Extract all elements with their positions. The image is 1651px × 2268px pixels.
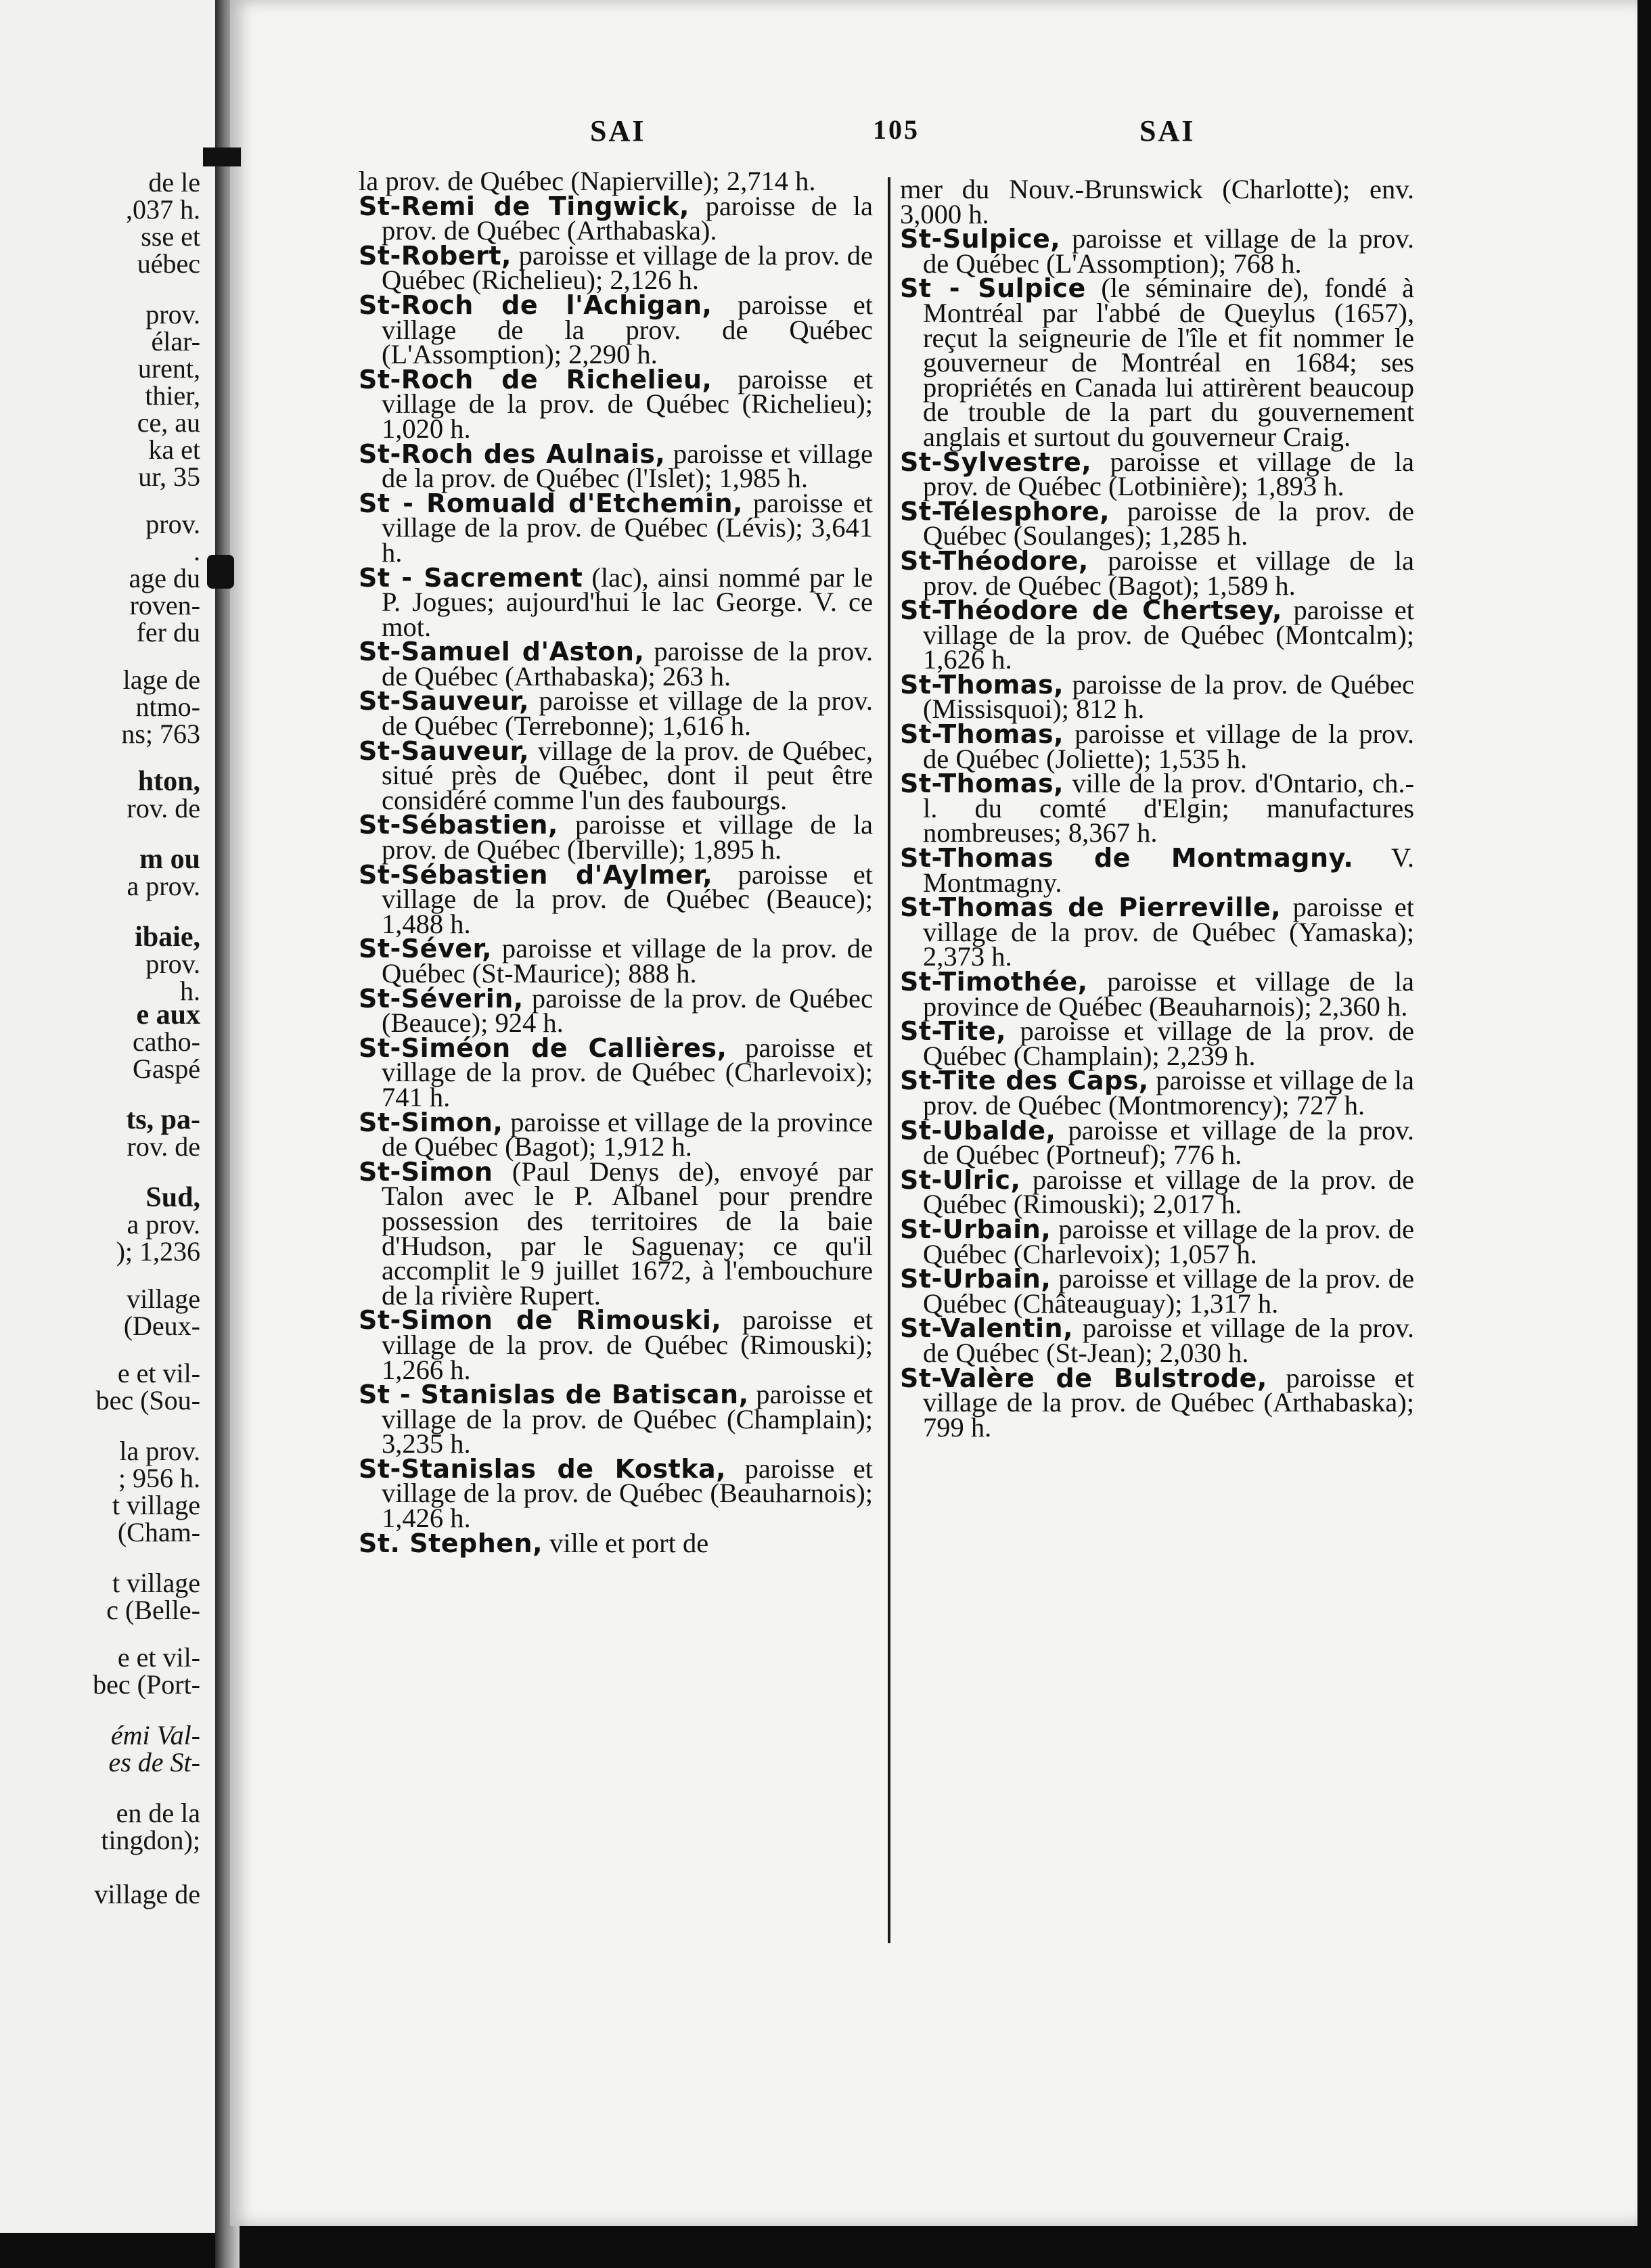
dictionary-entry xyxy=(359,809,873,865)
entry-headword: St-Thomas, xyxy=(900,769,1064,799)
entry-headword: St-Roch des Aulnais, xyxy=(359,438,666,469)
facing-page-text: bec (Sou- xyxy=(95,1385,200,1415)
dictionary-entry xyxy=(900,768,1414,848)
dictionary-entry xyxy=(900,1065,1414,1120)
entry-definition: paroisse et village de la prov. de Québec (St-Jean); 2,030 h. xyxy=(923,1313,1414,1368)
facing-page-text: Sud, xyxy=(145,1182,200,1213)
page-marker-mid xyxy=(207,555,234,589)
facing-page-text: roven- xyxy=(129,590,200,620)
entry-definition: paroisse et village de la prov. de Québec (Lotbinière); 1,893 h. xyxy=(923,446,1414,502)
entry-headword: St - Romuald d'Etchemin, xyxy=(359,488,743,518)
dictionary-entry xyxy=(359,1379,873,1459)
entry-headword: St-Sébastien d'Aylmer, xyxy=(359,859,713,890)
facing-page-text: rov. de xyxy=(127,793,200,823)
page-number: 105 xyxy=(873,114,920,145)
entry-headword: St-Remi de Tingwick, xyxy=(359,191,689,221)
entry-headword: St-Télesphore, xyxy=(900,496,1110,526)
entry-headword: St-Thomas, xyxy=(900,669,1064,700)
entry-definition: paroisse et village de la prov. de Québec (Yamaska); 2,373 h. xyxy=(923,892,1414,972)
entry-definition: (Paul Denys de), envoyé par Talon avec le P. Albanel pour prendre possession des territoires de la baie d'Hudson, par le Saguenay; ce qu'il accomplit le 9 juillet 1672, à l'embouchure de la rivière Rupert. xyxy=(382,1156,873,1311)
facing-page-text: uébec xyxy=(137,248,200,279)
entry-headword: St-Séverin, xyxy=(359,983,524,1014)
dictionary-entry xyxy=(900,966,1414,1022)
facing-page-text: émi Val- xyxy=(110,1720,200,1750)
entry-definition: paroisse et village de la prov. de Québec (Portneuf); 776 h. xyxy=(923,1114,1414,1171)
facing-page-text: catho- xyxy=(133,1026,200,1057)
facing-page-text: ; 956 h. xyxy=(118,1463,200,1493)
entry-definition: paroisse et village de la prov. de Québec (Charlevoix); 1,057 h. xyxy=(923,1213,1414,1269)
entry-definition: paroisse et village de la prov. de Québec (Champlain); 3,235 h. xyxy=(382,1379,873,1459)
facing-page-text: ts, pa- xyxy=(126,1104,200,1135)
facing-page-text: lage de xyxy=(122,664,200,695)
entry-headword: St-Tite des Caps, xyxy=(900,1066,1149,1096)
dictionary-entry xyxy=(900,1213,1414,1269)
entry-headword: St-Valère de Bulstrode, xyxy=(900,1363,1267,1393)
dictionary-entry xyxy=(900,273,1414,452)
facing-page-text: bec (Port- xyxy=(93,1669,200,1700)
entry-definition: paroisse et village de la prov. de Québec (Lévis); 3,641 h. xyxy=(382,487,873,568)
facing-page-text: a prov. xyxy=(127,871,200,901)
running-head-right: SAI xyxy=(1139,114,1196,148)
facing-page-text: de le xyxy=(148,167,200,198)
dictionary-entry xyxy=(900,668,1414,725)
entry-headword: St-Simon, xyxy=(359,1107,503,1137)
facing-page-text: (Cham- xyxy=(117,1517,200,1547)
entry-definition: mer du Nouv.-Brunswick (Charlotte); env. 3,000 h. xyxy=(900,174,1414,229)
entry-headword: St-Simon de Rimouski, xyxy=(359,1305,722,1336)
dictionary-entry xyxy=(900,1362,1414,1443)
dictionary-entry xyxy=(900,545,1414,601)
entry-definition: paroisse et village de la prov. de Québec (Arthabaska); 799 h. xyxy=(923,1362,1414,1443)
entry-definition: paroisse de la prov. de Québec (Arthabaska). xyxy=(382,190,873,246)
facing-page-text: tingdon); xyxy=(101,1825,200,1855)
dictionary-entry xyxy=(900,1164,1414,1220)
running-head-left: SAI xyxy=(590,114,646,148)
entry-headword: St-Simon xyxy=(359,1156,493,1187)
dictionary-entry xyxy=(359,1305,873,1385)
entry-definition: ville et port de xyxy=(543,1527,709,1558)
facing-page-text: h. xyxy=(180,976,200,1006)
dictionary-entry xyxy=(359,438,873,494)
entry-headword: St-Tite, xyxy=(900,1016,1007,1047)
dictionary-entry xyxy=(359,685,873,742)
entry-definition: paroisse et village de la prov. de Québec (l'Islet); 1,985 h. xyxy=(382,438,873,494)
dictionary-entry xyxy=(359,859,873,939)
facing-page-text: village xyxy=(127,1284,200,1314)
entry-definition: paroisse et village de la prov. de Québec (Beauce); 1,488 h. xyxy=(382,859,873,939)
dictionary-entry xyxy=(900,719,1414,774)
dictionary-entry xyxy=(359,363,873,444)
entry-definition: paroisse et village de la province de Québec (Beauharnois); 2,360 h. xyxy=(923,966,1414,1022)
dictionary-entry xyxy=(359,1156,873,1311)
dictionary-entry xyxy=(359,933,873,989)
dictionary-entry xyxy=(359,735,873,815)
entry-definition: paroisse et village de la prov. de Québec (Rimouski); 2,017 h. xyxy=(923,1164,1414,1220)
entry-definition: paroisse et village de la prov. de Québec (Iberville); 1,895 h. xyxy=(382,809,873,865)
dictionary-entry xyxy=(900,495,1414,551)
dictionary-entry xyxy=(900,174,1414,229)
dictionary-entry xyxy=(359,1106,873,1162)
entry-definition: paroisse et village de la prov. de Québec (Joliette); 1,535 h. xyxy=(923,719,1414,774)
entry-definition: paroisse et village de la prov. de Québec (L'Assomption); 768 h. xyxy=(923,223,1414,279)
entry-headword: St-Urbain, xyxy=(900,1264,1051,1294)
dictionary-entry xyxy=(900,842,1414,898)
entry-definition: paroisse et village de la prov. de Québec (Champlain); 2,239 h. xyxy=(923,1016,1414,1071)
facing-page-text: t village xyxy=(112,1568,200,1598)
facing-page-text: hton, xyxy=(137,766,200,797)
facing-page-text: e et vil- xyxy=(117,1358,200,1388)
entry-headword: St-Théodore, xyxy=(900,545,1089,576)
dictionary-entry xyxy=(359,982,873,1039)
entry-definition: paroisse et village de la prov. de Québec (Bagot); 1,589 h. xyxy=(923,545,1414,601)
dictionary-entry xyxy=(900,1114,1414,1171)
facing-page-text: (Deux- xyxy=(123,1311,200,1341)
dictionary-entry xyxy=(900,446,1414,502)
facing-page-text: ns; 763 xyxy=(121,719,200,749)
column-rule xyxy=(888,177,890,1943)
entry-headword: St - Sacrement xyxy=(359,562,583,593)
entry-headword: St-Urbain, xyxy=(900,1214,1051,1244)
facing-page-text: e aux xyxy=(136,999,200,1030)
facing-page-text: ka et xyxy=(148,434,200,465)
dictionary-entry xyxy=(359,636,873,691)
entry-definition: paroisse et village de la prov. de Québec (Montmorency); 727 h. xyxy=(923,1065,1414,1120)
entry-definition: paroisse et village de la prov. de Québec (Rimouski); 1,266 h. xyxy=(382,1305,873,1385)
facing-page-text: prov. xyxy=(145,509,200,539)
dictionary-entry xyxy=(900,1016,1414,1071)
facing-page-text: ce, au xyxy=(137,407,200,438)
entry-headword: St - Sulpice xyxy=(900,273,1086,304)
entry-definition: paroisse et village de la prov. de Québec (St-Maurice); 888 h. xyxy=(382,933,873,989)
entry-headword: St-Robert, xyxy=(359,240,512,271)
facing-page-text: ur, 35 xyxy=(138,461,200,492)
entry-definition: paroisse et village de la prov. de Québec (Terrebonne); 1,616 h. xyxy=(382,685,873,742)
entry-headword: St. Stephen, xyxy=(359,1528,543,1558)
entry-headword: St-Sauveur, xyxy=(359,735,530,766)
facing-page-text: ,037 h. xyxy=(126,194,200,225)
entry-headword: St-Ulric, xyxy=(900,1164,1021,1195)
page-marker-top xyxy=(203,148,241,166)
dictionary-entry xyxy=(359,1527,873,1558)
dictionary-entry xyxy=(359,487,873,568)
facing-page-text: élar- xyxy=(151,326,200,357)
entry-headword: St-Sylvestre, xyxy=(900,447,1092,477)
entry-definition: paroisse de la prov. de Québec (Beauce); 924 h. xyxy=(382,982,873,1039)
entry-definition: V. Montmagny. xyxy=(923,842,1414,898)
entry-definition: paroisse et village de la prov. de Québec (Richelieu); 2,126 h. xyxy=(382,240,873,296)
facing-page-text: ); 1,236 xyxy=(116,1236,200,1267)
dictionary-entry xyxy=(359,1453,873,1534)
entry-definition: (lac), ainsi nommé par le P. Jogues; aujourd'hui le lac George. V. ce mot. xyxy=(382,562,873,642)
facing-page-text: prov. xyxy=(145,949,200,979)
facing-page-text: c (Belle- xyxy=(106,1595,200,1625)
entry-headword: St-Roch de l'Achigan, xyxy=(359,290,713,320)
entry-definition: (le séminaire de), fondé à Montréal par l'abbé de Queylus (1657), reçut la seigneurie de l'île et fit nommer le gouverneur de Montréal en 1684; ses propriétés en Canada lui attirèrent beaucoup de trouble de la part du gouvernement anglais et surtout du gouverneur Craig. xyxy=(923,273,1414,452)
entry-definition: paroisse de la prov. de Québec (Soulanges); 1,285 h. xyxy=(923,495,1414,551)
facing-page-text: prov. xyxy=(145,299,200,330)
entry-headword: St-Samuel d'Aston, xyxy=(359,637,645,667)
entry-headword: St-Thomas de Pierreville, xyxy=(900,892,1282,923)
dictionary-entry xyxy=(359,240,873,296)
entry-definition: paroisse de la prov. de Québec (Arthabaska); 263 h. xyxy=(382,636,873,691)
entry-headword: St-Thomas, xyxy=(900,719,1064,750)
entry-definition: la prov. de Québec (Napierville); 2,714 h. xyxy=(359,166,816,196)
right-column xyxy=(900,174,1414,1443)
entry-definition: paroisse de la prov. de Québec (Missisquoi); 812 h. xyxy=(923,668,1414,725)
facing-page-text: thier, xyxy=(145,380,200,411)
facing-page-text: village de xyxy=(94,1879,200,1909)
dictionary-entry xyxy=(359,562,873,642)
entry-headword: St-Stanislas de Kostka, xyxy=(359,1453,727,1484)
entry-definition: ville de la prov. d'Ontario, ch.-l. du comté d'Elgin; manufactures nombreuses; 8,367 h. xyxy=(923,768,1414,848)
facing-page-text: fer du xyxy=(136,617,200,648)
facing-page-text: age du xyxy=(129,563,200,593)
facing-page-text: la prov. xyxy=(119,1436,200,1466)
dictionary-entry xyxy=(900,595,1414,675)
entry-definition: paroisse et village de la prov. de Québec (Châteauguay); 1,317 h. xyxy=(923,1263,1414,1319)
entry-headword: St-Sauveur, xyxy=(359,686,530,717)
facing-page-text: t village xyxy=(112,1490,200,1520)
facing-page-text: es de St- xyxy=(108,1747,200,1777)
entry-definition: paroisse et village de la prov. de Québec (L'Assomption); 2,290 h. xyxy=(382,289,873,370)
dictionary-entry xyxy=(900,1313,1414,1368)
dictionary-entry xyxy=(900,223,1414,279)
facing-page-text: urent, xyxy=(137,353,200,384)
facing-page-text: ibaie, xyxy=(135,922,200,953)
entry-headword: St-Théodore de Chertsey, xyxy=(900,595,1282,626)
entry-headword: St-Séver, xyxy=(359,934,493,964)
dictionary-entry xyxy=(359,1032,873,1112)
facing-page-text: rov. de xyxy=(127,1131,200,1162)
dictionary-entry xyxy=(359,289,873,370)
dictionary-entry xyxy=(359,190,873,246)
entry-headword: St-Siméon de Callières, xyxy=(359,1033,727,1063)
entry-headword: St-Ubalde, xyxy=(900,1115,1056,1146)
entry-definition: paroisse et village de la province de Québec (Bagot); 1,912 h. xyxy=(382,1106,873,1162)
facing-page-text: e et vil- xyxy=(117,1642,200,1673)
entry-headword: St-Sulpice, xyxy=(900,224,1061,254)
entry-definition: paroisse et village de la prov. de Québec (Richelieu); 1,020 h. xyxy=(382,363,873,444)
entry-headword: St-Thomas de Montmagny. xyxy=(900,843,1354,874)
facing-page-text: Gaspé xyxy=(133,1053,200,1084)
entry-definition: paroisse et village de la prov. de Québec (Charlevoix); 741 h. xyxy=(382,1032,873,1112)
facing-page-text: a prov. xyxy=(127,1209,200,1240)
facing-page-text: sse et xyxy=(141,221,200,252)
dictionary-entry xyxy=(900,892,1414,972)
entry-headword: St - Stanislas de Batiscan, xyxy=(359,1380,749,1410)
entry-definition: paroisse et village de la prov. de Québec (Montcalm); 1,626 h. xyxy=(923,595,1414,675)
dictionary-entry xyxy=(900,1263,1414,1319)
facing-page-text: . xyxy=(194,536,200,566)
entry-headword: St-Timothée, xyxy=(900,967,1088,997)
entry-definition: paroisse et village de la prov. de Québec (Beauharnois); 1,426 h. xyxy=(382,1453,873,1534)
facing-page-text: en de la xyxy=(116,1798,200,1828)
entry-definition: village de la prov. de Québec, situé près de Québec, dont il peut être considéré comme l'un des faubourgs. xyxy=(382,735,873,815)
facing-page-text: ntmo- xyxy=(135,691,200,722)
facing-page-text: m ou xyxy=(139,844,200,875)
left-column xyxy=(359,166,873,1558)
entry-headword: St-Valentin, xyxy=(900,1313,1074,1344)
entry-headword: St-Roch de Richelieu, xyxy=(359,364,713,394)
entry-headword: St-Sébastien, xyxy=(359,810,558,840)
facing-page-fragment xyxy=(0,0,215,2233)
